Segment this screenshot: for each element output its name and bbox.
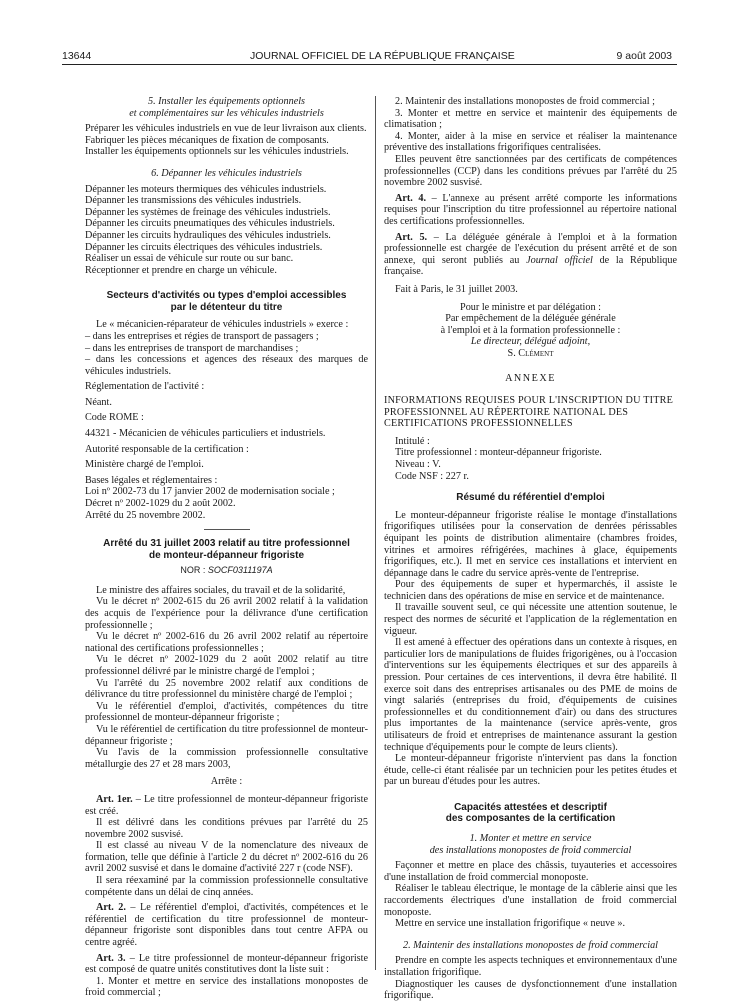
component-1-heading: 1. Monter et mettre en service des installations monopostes de froid commercial [429, 832, 632, 856]
list-item: 1. Monter et mettre en service des installations monopostes de froid commercial ; [85, 975, 368, 999]
fait-a-paris: Fait à Paris, le 31 juillet 2003. [395, 283, 518, 295]
code-nsf: Code NSF : 227 r. [395, 470, 469, 482]
resume-paragraph: Le monteur-dépanneur frigoriste n'intervient pas dans la fonction étude, celle-ci étant réalisée par un technicien pour les petites études et par un bureau d'études pour les autres. [384, 753, 677, 788]
resume-paragraph: Il travaille souvent seul, ce qui nécessite une attention soutenue, le respect des normes de sécurité et l'application de la réglementation en vigueur. [384, 602, 677, 637]
titre-professionnel: Titre professionnel : monteur-dépanneur frigoriste. [395, 447, 602, 459]
intitule-label: Intitulé : [395, 435, 430, 447]
article-3: Art. 3. – Le titre professionnel de monteur-dépanneur frigoriste est composé de quatre unités constitutives dont la liste suit : [85, 952, 368, 976]
list-item: Mettre en service une installation frigorifique « neuve ». [395, 918, 625, 930]
list-item: – dans les concessions et agences des réseaux des marques de véhicules industriels. [85, 354, 368, 377]
rome-value: 44321 - Mécanicien de véhicules particuliers et industriels. [85, 428, 326, 440]
article-1-para: Il est délivré dans les conditions prévues par l'arrêté du 25 novembre 2002 susvisé. [85, 817, 368, 840]
list-item: Dépanner les circuits électriques des véhicules industriels. [85, 241, 323, 253]
article-1: Art. 1er. – Le titre professionnel de monteur-dépanneur frigoriste est créé. [85, 793, 368, 817]
section-5-title: 5. Installer les équipements optionnels [147, 96, 306, 107]
list-item: Dépanner les moteurs thermiques des véhicules industriels. [85, 183, 327, 195]
list-item: Diagnostiquer les causes de dysfonctionnement d'une installation frigorifique. [384, 978, 677, 1002]
page-header [0, 0, 748, 64]
article-2: Art. 2. – Le référentiel d'emploi, d'activités, compétences et le référentiel de certification du titre professionnel de monteur-dépanneur frigoriste sont disponibles dans tout centre AFPA ou centre agréé. [85, 902, 368, 949]
reglementation-value: Néant. [85, 396, 112, 408]
list-item: 2. Maintenir des installations monopostes de froid commercial ; [395, 96, 656, 107]
list-item: Réceptionner et prendre en charge un véhicule. [85, 264, 277, 276]
preamble-line: Vu le décret nº 2002-616 du 26 avril 2002 relatif au répertoire national des certifications professionnelles ; [85, 631, 368, 654]
secteurs-heading: Secteurs d'activités ou types d'emploi accessibles par le détenteur du titre [106, 290, 347, 313]
preamble-line: Vu le décret nº 2002-1029 du 2 août 2002 relatif au titre professionnel délivré par le ministre chargé de l'emploi ; [85, 654, 368, 677]
list-item: Arrêté du 25 novembre 2002. [85, 509, 206, 521]
signature-line: Pour le ministre et par délégation : [460, 301, 601, 313]
nor-label: NOR : [180, 565, 206, 576]
article-4-label: Art. 4. [395, 192, 427, 204]
component-2-heading: 2. Maintenir des installations monopostes de froid commercial [402, 939, 659, 951]
signature-block [384, 302, 677, 360]
right-column [384, 96, 677, 1002]
list-item: 3. Monter et mettre en service et maintenir des équipements de climatisation ; [384, 107, 677, 131]
rome-label: Code ROME : [85, 412, 144, 424]
preamble-line: Vu le décret nº 2002-615 du 26 avril 2002 relatif à la validation des acquis de l'expérience pour la délivrance d'une certification professionnelle ; [85, 596, 368, 631]
preamble-line: Le ministre des affaires sociales, du travail et de la solidarité, [96, 584, 346, 596]
list-item: Dépanner les circuits hydrauliques des véhicules industriels. [85, 229, 331, 241]
ccp-paragraph: Elles peuvent être sanctionnées par des certificats de compétences professionnelles (CCP) dans les conditions prévues par l'arrêté du 25 novembre 2002 susvisé. [384, 153, 677, 189]
list-item: Loi nº 2002-73 du 17 janvier 2002 de modernisation sociale ; [85, 486, 335, 498]
signature-line: Par empêchement de la déléguée générale [445, 313, 616, 325]
list-item: 4. Monter, aider à la mise en service et réaliser la maintenance préventive des installations frigorifiques centralisées. [384, 130, 677, 154]
list-item: Décret nº 2002-1029 du 2 août 2002. [85, 498, 236, 510]
arrete-heading: Arrêté du 31 juillet 2003 relatif au titre professionnel de monteur-dépanneur frigoriste [103, 538, 350, 561]
article-4: Art. 4. – L'annexe au présent arrêté comporte les informations requises pour l'inscription du titre professionnel au répertoire national des certifications professionnelles. [384, 192, 677, 227]
arrete-word: Arrête : [210, 776, 243, 788]
signature-name: S. Clément [507, 347, 554, 359]
left-column [85, 96, 368, 999]
list-item: Préparer les véhicules industriels en vue de leur livraison aux clients. [85, 123, 367, 135]
article-3-label: Art. 3. [96, 952, 126, 964]
section-6-list [85, 184, 368, 277]
separator-rule [204, 529, 250, 530]
article-1-para: Il est classé au niveau V de la nomenclature des niveaux de formation, telle que définie à l'article 2 du décret nº 2002-616 du 26 avril 2002 susvisé et dans le domaine d'activité 227 r (code NSF). [85, 840, 368, 875]
journal-officiel-ref: Journal officiel [526, 254, 593, 266]
list-item: Fabriquer les pièces mécaniques de fixation de composants. [85, 134, 329, 146]
niveau: Niveau : V. [395, 459, 441, 471]
page-number: 13644 [62, 50, 92, 62]
journal-title: JOURNAL OFFICIEL DE LA RÉPUBLIQUE FRANÇAISE [250, 50, 515, 62]
article-1-para: Il sera réexaminé par la commission professionnelle consultative compétente dans un délai de cinq années. [85, 875, 368, 898]
article-2-label: Art. 2. [96, 902, 126, 914]
list-item: – dans les entreprises de transport de marchandises ; [85, 342, 299, 354]
reglementation-label: Réglementation de l'activité : [85, 381, 205, 393]
issue-date: 9 août 2003 [616, 50, 672, 62]
section-5-subtitle: et complémentaires sur les véhicules industriels [129, 107, 324, 119]
preamble [85, 585, 368, 771]
list-item: Dépanner les circuits pneumatiques des véhicules industriels. [85, 218, 335, 230]
list-item: Réaliser le tableau électrique, le montage de la câblerie ainsi que les raccordements électriques d'une installation de froid commercial monoposte. [384, 883, 677, 918]
capacites-heading: Capacités attestées et descriptif des composantes de la certification [445, 801, 616, 825]
preamble-line: Vu le référentiel de certification du titre professionnel de monteur-dépanneur frigoriste ; [85, 723, 368, 747]
resume-paragraph: Il est amené à effectuer des opérations dans un contexte à risques, en particulier lors de manipulations de fluides frigorigènes, ou à l'occasion d'interventions sur les équipements électriques et sur des appareils à pression. Pour certaines de ces interventions, il devra être habilité. Il exerce soit dans des entreprises artisanales ou des PME de moins de vingt salariés (entreprises du froid, d'équipements de cuisines professionnelles et du conditionnement d'air) ou dans des structures plus importantes de la maintenance (service après-vente, gros utilisateurs de froid et entreprises de maintenance assurant la gestion technique d'équipements pour le compte de leurs clients). [384, 637, 677, 753]
nor-reference [85, 565, 368, 577]
component-2-list [384, 955, 677, 1001]
article-1-label: Art. 1er. [96, 793, 133, 805]
informations-title: INFORMATIONS REQUISES POUR L'INSCRIPTION DU TITRE PROFESSIONNEL AU RÉPERTOIRE NATIONAL DES CERTIFICATIONS PROFESSIONNELLES [384, 395, 674, 430]
preamble-line: Vu l'avis de la commission professionnelle consultative métallurgie des 27 et 28 mars 2003, [85, 747, 368, 770]
preamble-line: Vu le référentiel d'emploi, d'activités, compétences du titre professionnel de monteur-dépanneur frigoriste ; [85, 700, 368, 724]
bases-label: Bases légales et réglementaires : [85, 474, 218, 486]
list-item: – dans les entreprises et régies de transport de passagers ; [85, 330, 319, 342]
secteurs-intro: Le « mécanicien-réparateur de véhicules industriels » exerce : [96, 319, 349, 331]
column-divider [375, 96, 376, 970]
list-item: Prendre en compte les aspects techniques et environnementaux d'une installation frigorifique. [384, 955, 677, 978]
signature-role: Le directeur, délégué adjoint, [470, 336, 591, 348]
list-item: Dépanner les systèmes de freinage des véhicules industriels. [85, 206, 331, 218]
section-5-list [85, 123, 368, 158]
header-rule [62, 64, 677, 65]
autorite-label: Autorité responsable de la certification : [85, 443, 249, 455]
list-item: Réaliser un essai de véhicule sur route ou sur banc. [85, 253, 294, 265]
resume-paragraph: Le monteur-dépanneur frigoriste réalise le montage d'installations frigorifiques utilisées pour la conservation de denrées périssables équipant les points de distribution alimentaire (chambres froides, vitrines et armoires réfrigérées, machines à glace, équipements frigorifiques, etc.). Il met en service ces installations et intervient en dépannage dans le cadre du service après-vente de l'entreprise. [384, 509, 677, 579]
component-1-list [384, 860, 677, 930]
preamble-line: Vu l'arrêté du 25 novembre 2002 relatif aux conditions de délivrance du titre professionnel du ministère chargé de l'emploi ; [85, 677, 368, 701]
list-item: Dépanner les transmissions des véhicules industriels. [85, 195, 302, 207]
resume-heading: Résumé du référentiel d'emploi [456, 492, 605, 504]
list-item: Façonner et mettre en place des châssis, tuyauteries et accessoires d'une installation de froid commercial monoposte. [384, 860, 677, 883]
article-5-label: Art. 5. [395, 231, 428, 243]
resume-body [384, 510, 677, 788]
article-5: Art. 5. – La déléguée générale à l'emploi et à la formation professionnelle est chargée de l'exécution du présent arrêté et de son annexe, qui seront publiés au Journal officiel de la République française. [384, 231, 678, 278]
nor-code: SOCF0311197A [207, 565, 273, 576]
autorite-value: Ministère chargé de l'emploi. [85, 459, 204, 471]
resume-paragraph: Pour des équipements de super et hypermarchés, il assiste le technicien dans des opérations de mise en service et de maintenance. [384, 579, 677, 602]
signature-line: à l'emploi et à la formation professionnelle : [440, 324, 621, 336]
section-6-title: 6. Dépanner les véhicules industriels [151, 167, 302, 179]
list-item: Installer les équipements optionnels sur les véhicules industriels. [85, 146, 349, 158]
annexe-title: ANNEXE [505, 373, 556, 385]
